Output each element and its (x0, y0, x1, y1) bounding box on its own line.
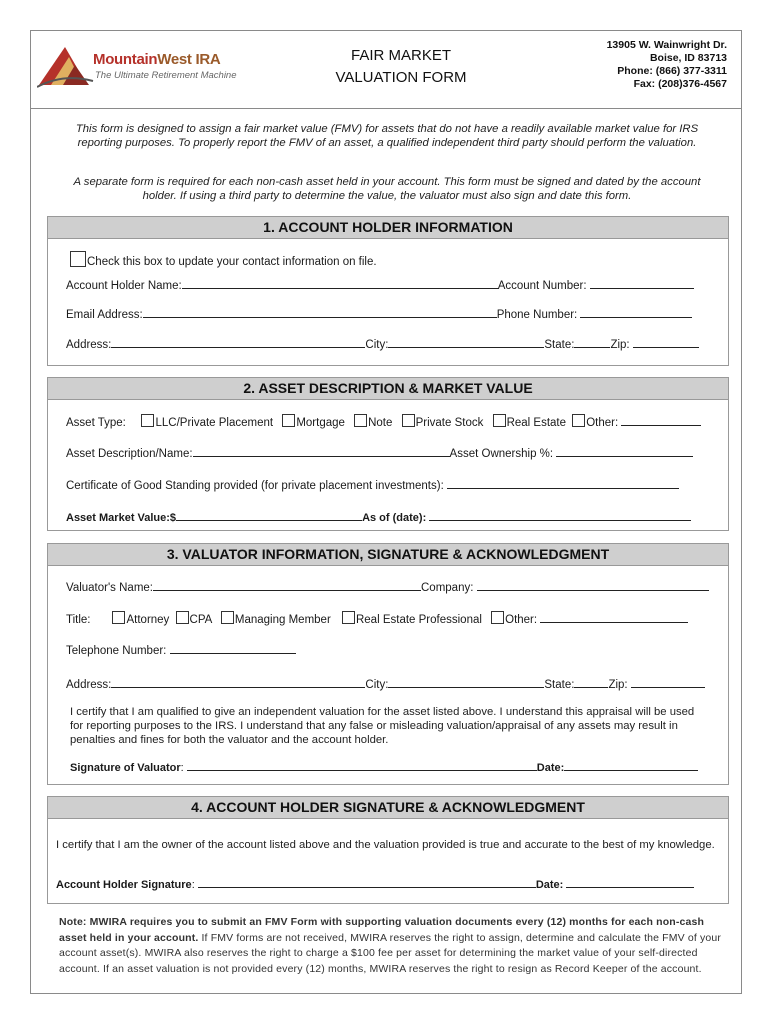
section-account-holder-signature: 4. ACCOUNT HOLDER SIGNATURE & ACKNOWLEDGMENT I certify that I am the owner of the account listed above and the valuation provided is true and accurate to the best of my knowledge. Account Holder Signature: Date: (47, 796, 729, 904)
email-field[interactable] (143, 307, 497, 318)
intro-paragraph-2: A separate form is required for each non-cash asset held in your account. This form must be signed and dated by the account holder. If using a third party to determine the value, the valuator must also sign and date this form. (73, 176, 701, 202)
valuator-state-field[interactable] (574, 677, 608, 688)
company-field[interactable] (477, 580, 709, 591)
valuator-date-field[interactable] (564, 760, 698, 771)
city-field[interactable] (388, 337, 544, 348)
account-holder-date-field[interactable] (566, 877, 694, 888)
valuator-zip-field[interactable] (631, 677, 705, 688)
section-heading: 3. VALUATOR INFORMATION, SIGNATURE & ACKNOWLEDGMENT (48, 544, 728, 566)
valuator-certification: I certify that I am qualified to give an independent valuation for the asset listed above. I understand this appraisal will be used for reporting purposes to the IRS. I understand that any false or misleading valuation/appraisal of any assets may result in penalties and fines for both the valuator and the account holder. (70, 706, 695, 746)
account-holder-name-field[interactable] (182, 278, 498, 289)
form-title: FAIR MARKET VALUATION FORM (335, 47, 467, 86)
form-header (31, 31, 741, 109)
address-field[interactable] (111, 337, 365, 348)
brand-tagline: The Ultimate Retirement Machine (95, 70, 237, 81)
title-managing-member-checkbox[interactable] (221, 611, 234, 624)
title-attorney-checkbox[interactable] (112, 611, 125, 624)
asset-type-other-checkbox[interactable] (572, 414, 585, 427)
asset-market-value-field[interactable] (176, 510, 362, 521)
title-real-estate-professional-checkbox[interactable] (342, 611, 355, 624)
as-of-date-field[interactable] (429, 510, 691, 521)
title-cpa-checkbox[interactable] (176, 611, 189, 624)
account-holder-certification: I certify that I am the owner of the account listed above and the valuation provided is true and accurate to the best of my knowledge. (56, 839, 715, 851)
asset-type-note-checkbox[interactable] (354, 414, 367, 427)
state-field[interactable] (574, 337, 610, 348)
asset-ownership-field[interactable] (556, 446, 693, 457)
valuator-signature-field[interactable] (187, 760, 537, 771)
section-valuator-information: 3. VALUATOR INFORMATION, SIGNATURE & ACKNOWLEDGMENT Valuator's Name: Company: Title: Attorney CPA Managing Member Real Estate Professional Other: Telephone Number: Address: City: State: Zip: I certify that I am qualified to give an independent valuation for the asset listed above. I understand this appraisal will be used for reporting purposes to the IRS. I understand that any false or misleading valuation/appraisal of any assets may result in penalties and fines for both the valuator and the account holder. Signature of Valuator: Date: (47, 543, 729, 785)
account-number-field[interactable] (590, 278, 694, 289)
title-other-checkbox[interactable] (491, 611, 504, 624)
valuator-address-field[interactable] (111, 677, 365, 688)
phone-field[interactable] (580, 307, 692, 318)
asset-type-mortgage-checkbox[interactable] (282, 414, 295, 427)
section-account-holder: 1. ACCOUNT HOLDER INFORMATION Check this box to update your contact information on file. Account Holder Name: Account Number: Email Address: Phone Number: Address: City: State: Zip: (47, 216, 729, 366)
section-heading: 2. ASSET DESCRIPTION & MARKET VALUE (48, 378, 728, 400)
company-address: 13905 W. Wainwright Dr. Boise, ID 83713 Phone: (866) 377-3311 Fax: (208)376-4567 (606, 39, 727, 90)
asset-type-other-field[interactable] (621, 415, 701, 426)
company-logo (37, 37, 247, 97)
zip-field[interactable] (633, 337, 699, 348)
mwira-note: Note: MWIRA requires you to submit an FMV Form with supporting valuation documents every (12) months for each non-cash asset held in your account. If FMV forms are not received, MWIRA reserves the right to assign, determine and calculate the FMV of your account asset(s). MWIRA also reserves the right to charge a $100 fee per asset for determining the market value of your self-directed account. If an asset valuation is not provided every (12) months, MWIRA reserves the right to resign as Record Keeper of the account. (59, 916, 722, 975)
section-heading: 1. ACCOUNT HOLDER INFORMATION (48, 217, 728, 239)
valuator-name-field[interactable] (153, 580, 421, 591)
asset-type-private-stock-checkbox[interactable] (402, 414, 415, 427)
asset-description-field[interactable] (193, 446, 450, 457)
form-page (30, 30, 742, 994)
brand-name: MountainWest IRA (93, 51, 221, 68)
section-heading: 4. ACCOUNT HOLDER SIGNATURE & ACKNOWLEDGMENT (48, 797, 728, 819)
valuator-telephone-field[interactable] (170, 643, 296, 654)
account-holder-signature-field[interactable] (198, 877, 536, 888)
valuator-city-field[interactable] (388, 677, 544, 688)
update-contact-checkbox[interactable] (70, 251, 86, 267)
mountain-logo-icon (37, 41, 95, 93)
intro-paragraph-1: This form is designed to assign a fair market value (FMV) for assets that do not have a readily available market value for IRS reporting purposes. To properly report the FMV of an asset, a qualified independent third party should perform the valuation. (75, 123, 699, 149)
asset-type-real-estate-checkbox[interactable] (493, 414, 506, 427)
certificate-good-standing-field[interactable] (447, 478, 679, 489)
asset-type-llc-checkbox[interactable] (141, 414, 154, 427)
title-other-field[interactable] (540, 612, 688, 623)
section-asset-description: 2. ASSET DESCRIPTION & MARKET VALUE Asset Type: LLC/Private Placement Mortgage Note Private Stock Real Estate Other: Asset Description/Name: Asset Ownership %: Certificate of Good Standing provided (for private placement investments): Asset Market Value:$ As of (date): (47, 377, 729, 531)
